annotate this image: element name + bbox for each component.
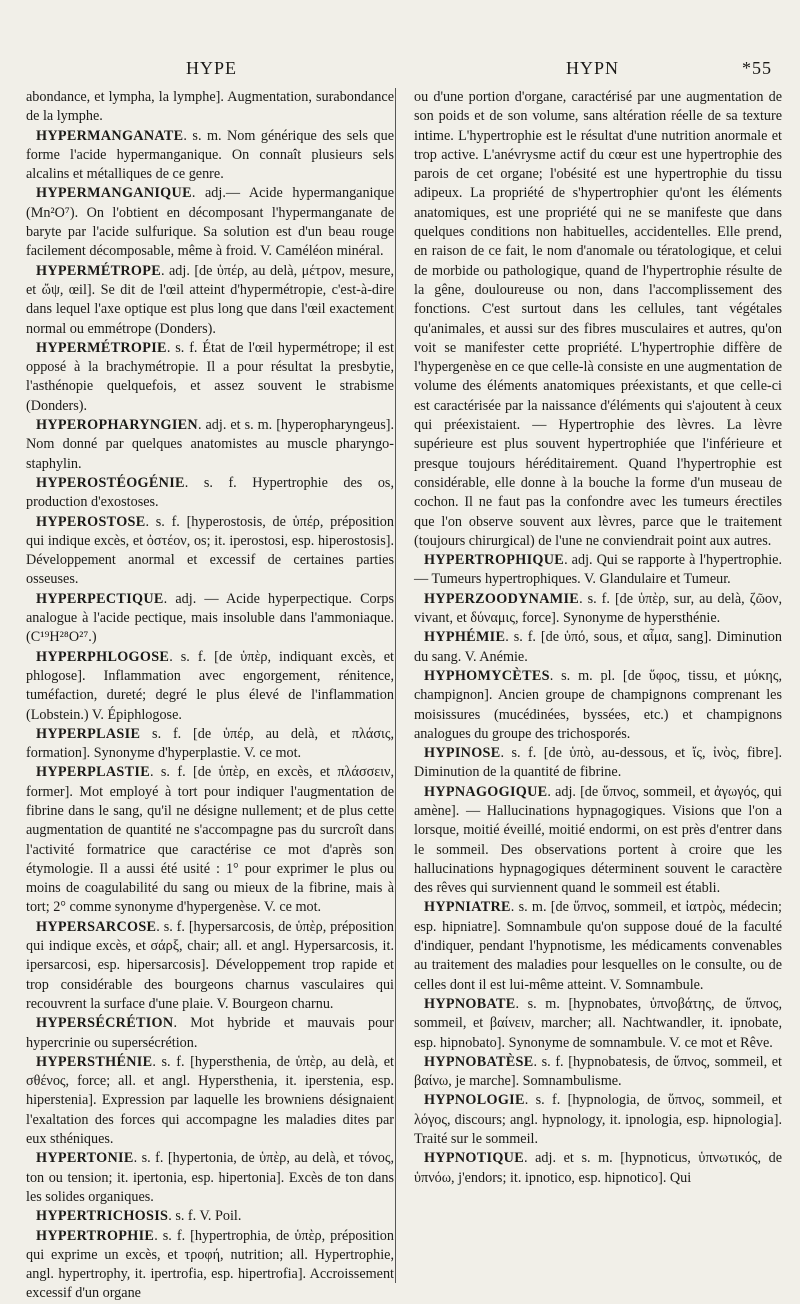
dictionary-entry: [26, 763, 394, 917]
entry-headword: HYPHOMYCÈTES: [424, 667, 550, 684]
entry-headword: HYPERMÉTROPE: [36, 262, 161, 279]
entry-text: ou d'une portion d'organe, caractérisé par une augmentation de son poids et de son volume, sans altération réelle de sa texture intime. L'hypertrophie est le résultat d'une nutrition anormale et trop active. L'anévrysme actif du cœur est une hypertrophie des parois de cet organe; l'obésité est une hypertrophie du tissu adipeux. La propriété de s'hypertrophier qu'ont les éléments anatomiques, est une propriété qui ne se manifeste que dans quelques conditions non habituelles, accidentelles. Elle prend, en raison de ce fait, le nom d'anomale ou tératologique, et celui de morbide ou pathologique, quand de l'hypertrophie résulte de la gêne, douloureuse ou non, dans l'accomplissement des fonctions. C'est surtout dans les cellules, tant végétales qu'animales, et aussi sur des fibres musculaires et autres, qu'on voit se manifester cette propriété. L'hypertrophie diffère de l'hypergenèse en ce que celle-là consiste en une augmentation de volume des éléments anatomiques préexistants, et que celle-ci est caractérisée par la naissance d'éléments qui s'ajoutent à ceux qui préexistaient. — Hypertrophie des lèvres. La lèvre supérieure est plus souvent hypertrophiée que l'inférieure et presque toujours héréditairement. Quand l'hypertrophie est considérable, elle donne à la bouche la forme d'un museau de cochon. Il ne faut pas la confondre avec les tumeurs érectiles que l'on observe souvent aux lèvres, parce que le traitement (toujours chirurgical) de l'une ne conviendrait point aux autres.: [414, 89, 782, 549]
dictionary-entry: [26, 127, 394, 185]
entry-text: . s. m. [hypnobates, ὑπνοβάτης, de ὕπνος, sommeil, et βαίνειν, marcher; all. Nachtwandler, it. ipnobate, esp. hipnobato]. Synonyme de somnambule. V. ce mot et Rêve.: [414, 995, 782, 1051]
page-number: *55: [742, 58, 772, 78]
entry-headword: HYPERTROPHIQUE: [424, 552, 565, 569]
entry-headword: HYPERPLASIE: [36, 725, 141, 742]
entry-text: . s. f. [de ὑπὲρ, indiquant excès, et phlogose]. Inflammation avec engorgement, rénitence, tuméfaction, dureté; degré le plus élevé de l'inflammation (Lobstein.) V. Épiphlogose.: [26, 648, 394, 723]
entry-headword: HYPERTROPHIE: [36, 1227, 155, 1244]
two-column-body: [26, 88, 782, 1304]
entry-text: . adj.— Acide hypermanganique (Mn²O⁷). On l'obtient en décomposant l'hypermanganate de baryte par l'acide sulfurique. Sa solution est d'un beau rouge facilement décomposable, même à froid. V. Caméléon minéral.: [26, 185, 394, 260]
dictionary-entry: [414, 1149, 782, 1188]
entry-text: . s. f. [de ὑπό, sous, et αἷμα, sang]. Diminution du sang. V. Anémie.: [414, 629, 782, 665]
entry-headword: HYPNOTIQUE: [424, 1150, 524, 1167]
entry-headword: HYPERSARCOSE: [36, 918, 157, 935]
entry-text: . s. f. [hyperostosis, de ὑπέρ, préposition qui indique excès, et ὀστέον, os; it. iperostosi, esp. hiperostosis]. Développement anormal et excessif de certaines parties osseuses.: [26, 513, 394, 588]
dictionary-entry: [26, 262, 394, 339]
entry-text: . s. f. [hypnobatesis, de ὕπνος, sommeil, et βαίνω, je marche]. Somnambulisme.: [414, 1053, 782, 1090]
dictionary-entry: [26, 339, 394, 416]
entry-text: . adj. [de ὑπέρ, au delà, μέτρον, mesure, et ὤψ, œil]. Se dit de l'œil atteint d'hypermétropie, c'est-à-dire dans lequel l'axe optique est plus long que dans l'œil exactement normal ou emmétrope (Donders).: [26, 262, 394, 337]
entry-headword: HYPERMÉTROPIE: [36, 339, 167, 356]
dictionary-entry: [414, 744, 782, 783]
entry-headword: HYPINOSE: [424, 745, 501, 762]
entry-headword: HYPEROPHARYNGIEN: [36, 417, 198, 434]
entry-headword: HYPERPECTIQUE: [36, 590, 164, 607]
entry-text: . s. m. pl. [de ὕφος, tissu, et μύκης, champignon]. Ancien groupe de champignons comprenant les moisissures (mucédinées, byssées, etc.) et champignons analogues du groupe des trichosporés.: [414, 667, 782, 742]
entry-headword: HYPERSTHÉNIE: [36, 1053, 153, 1070]
entry-text: s. f. [de ὑπέρ, au delà, et πλάσις, formation]. Synonyme d'hyperplastie. V. ce mot.: [26, 725, 394, 762]
entry-headword: HYPERMANGANIQUE: [36, 185, 192, 202]
entry-text: . s. m. [de ὕπνος, sommeil, et ἰατρὸς, médecin; esp. hipniatre]. Somnambule qu'on suppose doué de la faculté d'indiquer, pendant l'hypnotisme, les médicaments convenables au traitement des maladies pour lesquelles on le consulte, ou de celles dont il est lui-même atteint. V. Somnambule.: [414, 899, 782, 993]
entry-headword: HYPEROSTÉOGÉNIE: [36, 474, 185, 491]
entry-text: abondance, et lympha, la lymphe]. Augmentation, surabondance de la lymphe.: [26, 89, 394, 125]
header-left-guide-word: HYPE: [186, 58, 238, 78]
entry-text: . s. f. [hypersthenia, de ὑπὲρ, au delà, et σθένος, force; all. et angl. Hypersthenia, it. iperstenia, esp. hiperstenia]. Expression par laquelle les browniens désignaient l'exaltation des forces qui accompagne les maladies dites par eux sthéniques.: [26, 1053, 394, 1148]
entry-text: . s. f. V. Poil.: [168, 1208, 242, 1225]
entry-headword: HYPERMANGANATE: [36, 127, 184, 144]
dictionary-entry: [26, 1227, 394, 1304]
entry-text: . s. f. [hypertrophia, de ὑπὲρ, préposition qui exprime un excès, et τροφή, nutrition; all. Hypertrophie, angl. hypertrophy, it. ipertrofia, esp. hipertrofia]. Accroissement excessif d'un organe: [26, 1227, 394, 1302]
dictionary-entry: [26, 184, 394, 261]
right-column: [414, 88, 782, 1304]
entry-headword: HYPERSÉCRÉTION: [36, 1015, 174, 1032]
entry-headword: HYPERPHLOGOSE: [36, 648, 170, 665]
dictionary-entry: [26, 1053, 394, 1149]
entry-headword: HYPNOLOGIE: [424, 1092, 525, 1109]
dictionary-entry: [414, 628, 782, 667]
dictionary-entry: [414, 667, 782, 744]
dictionary-entry: [26, 648, 394, 725]
entry-headword: HYPERPLASTIE: [36, 764, 150, 781]
entry-headword: HYPERZOODYNAMIE: [424, 590, 580, 607]
entry-text: . adj. [de ὕπνος, sommeil, et ἀγωγός, qui amène]. — Hallucinations hypnagogiques. Visions que l'on a lorsque, moitié éveillé, moitié endormi, on est près d'entrer dans le sommeil. Des observations portent à croire que les hallucinations hypnagogiques déterminent souvent le caractère des rêves qui surviennent quand le sommeil est établi.: [414, 783, 782, 897]
entry-text: . adj. et s. m. [hypnoticus, ὑπνωτικός, de ὑπνόω, j'endors; it. ipnotico, esp. hipnotico]. Qui: [414, 1150, 782, 1186]
entry-text: . s. m. Nom générique des sels que forme l'acide hypermanganique. On connaît plusieurs sels alcalins et métalliques de ce genre.: [26, 127, 394, 183]
entry-headword: HYPNOBATÈSE: [424, 1053, 534, 1070]
entry-text: . Mot hybride et mauvais pour hypercrinie ou supersécrétion.: [26, 1015, 394, 1051]
dictionary-entry: [414, 1091, 782, 1149]
dictionary-entry: [414, 1053, 782, 1092]
dictionary-entry: [414, 590, 782, 629]
entry-text: . s. f. Hypertrophie des os, production d'exostoses.: [26, 474, 394, 511]
header-right-guide-word: HYPN: [566, 58, 620, 78]
entry-headword: HYPNIATRE: [424, 899, 511, 916]
dictionary-entry: [26, 1014, 394, 1053]
entry-text: . s. f. [de ὑπὲρ, en excès, et πλάσσειν, former]. Mot employé à tort pour indiquer l'augmentation de fibrine dans le sang, qu'il ne désigne nullement; et de plus cette augmentation de quantité ne s'accompagne pas du surcroît dans l'activité formatrice que caractérise ce mot d'après son étymologie. Il a aussi été usité : 1° pour exprimer le plus ou moins de coagulabilité du sang ou mieux de la fibrine, mais à tort; 2° comme synonyme d'hypergenèse. V. ce mot.: [26, 764, 394, 916]
entry-text: . s. f. [de ὑπὸ, au-dessous, et ἴς, ἰνὸς, fibre]. Diminution de la quantité de fibrine.: [414, 745, 782, 781]
entry-text: . s. f. État de l'œil hypermétrope; il est opposé à la brachymétropie. Il a pour résultat la presbytie, l'asthénopie quelquefois, et assez souvent le strabisme (Donders).: [26, 339, 394, 414]
entry-headword: HYPERTRICHOSIS: [36, 1208, 169, 1225]
entry-headword: HYPEROSTOSE: [36, 513, 146, 530]
dictionary-entry: [414, 551, 782, 590]
entry-headword: HYPNOBATE: [424, 995, 516, 1012]
entry-text: . s. f. [hypersarcosis, de ὑπὲρ, préposition qui indique excès, et σάρξ, chair; all. et angl. Hypersarcosis, it. ipersarcosi, esp. hipersarcosis]. Développement trop rapide et trop considérable des bourgeons charnus vasculaires qui recouvrent la surface d'une plaie. V. Bourgeon charnu.: [26, 918, 394, 1012]
dictionary-entry: [26, 1207, 394, 1226]
entry-headword: HYPNAGOGIQUE: [424, 783, 548, 800]
entry-text: . adj. et s. m. [hyperopharyngeus]. Nom donné par quelques anatomistes au muscle pharyngo-staphylin.: [26, 417, 394, 472]
dictionary-entry: [414, 898, 782, 994]
dictionary-entry: [26, 474, 394, 513]
entry-headword: HYPHÉMIE: [424, 629, 506, 646]
dictionary-entry: [26, 416, 394, 474]
entry-text: . adj. — Acide hyperpectique. Corps analogue à l'acide pectique, mais insoluble dans l'ammoniaque. (C¹⁹H²⁸O²⁷.): [26, 590, 394, 646]
entry-text: . s. f. [hypertonia, de ὑπὲρ, au delà, et τόνος, ton ou tension; it. ipertonia, esp. hipertonia]. Excès de ton dans les solides organiques.: [26, 1150, 394, 1205]
entry-text: . adj. Qui se rapporte à l'hypertrophie. — Tumeurs hypertrophiques. V. Glandulaire et Tumeur.: [414, 552, 782, 588]
dictionary-entry: [414, 995, 782, 1053]
left-column: [26, 88, 394, 1304]
dictionary-entry: [26, 513, 394, 590]
entry-text: . s. f. [hypnologia, de ὕπνος, sommeil, et λόγος, discours; angl. hypnology, it. ipnologia, esp. hipnologia]. Traité sur le sommeil.: [414, 1092, 782, 1148]
entry-text: . s. f. [de ὑπὲρ, sur, au delà, ζῶον, vivant, et δύναμις, force]. Synonyme de hypersthénie.: [414, 590, 782, 627]
dictionary-entry: [26, 590, 394, 648]
dictionary-entry: [26, 725, 394, 764]
entry-headword: HYPERTONIE: [36, 1150, 134, 1167]
dictionary-entry: [26, 88, 394, 127]
dictionary-entry: [414, 88, 782, 551]
running-header: [26, 58, 776, 82]
dictionary-entry: [26, 918, 394, 1014]
dictionary-entry: [26, 1149, 394, 1207]
dictionary-entry: [414, 783, 782, 899]
